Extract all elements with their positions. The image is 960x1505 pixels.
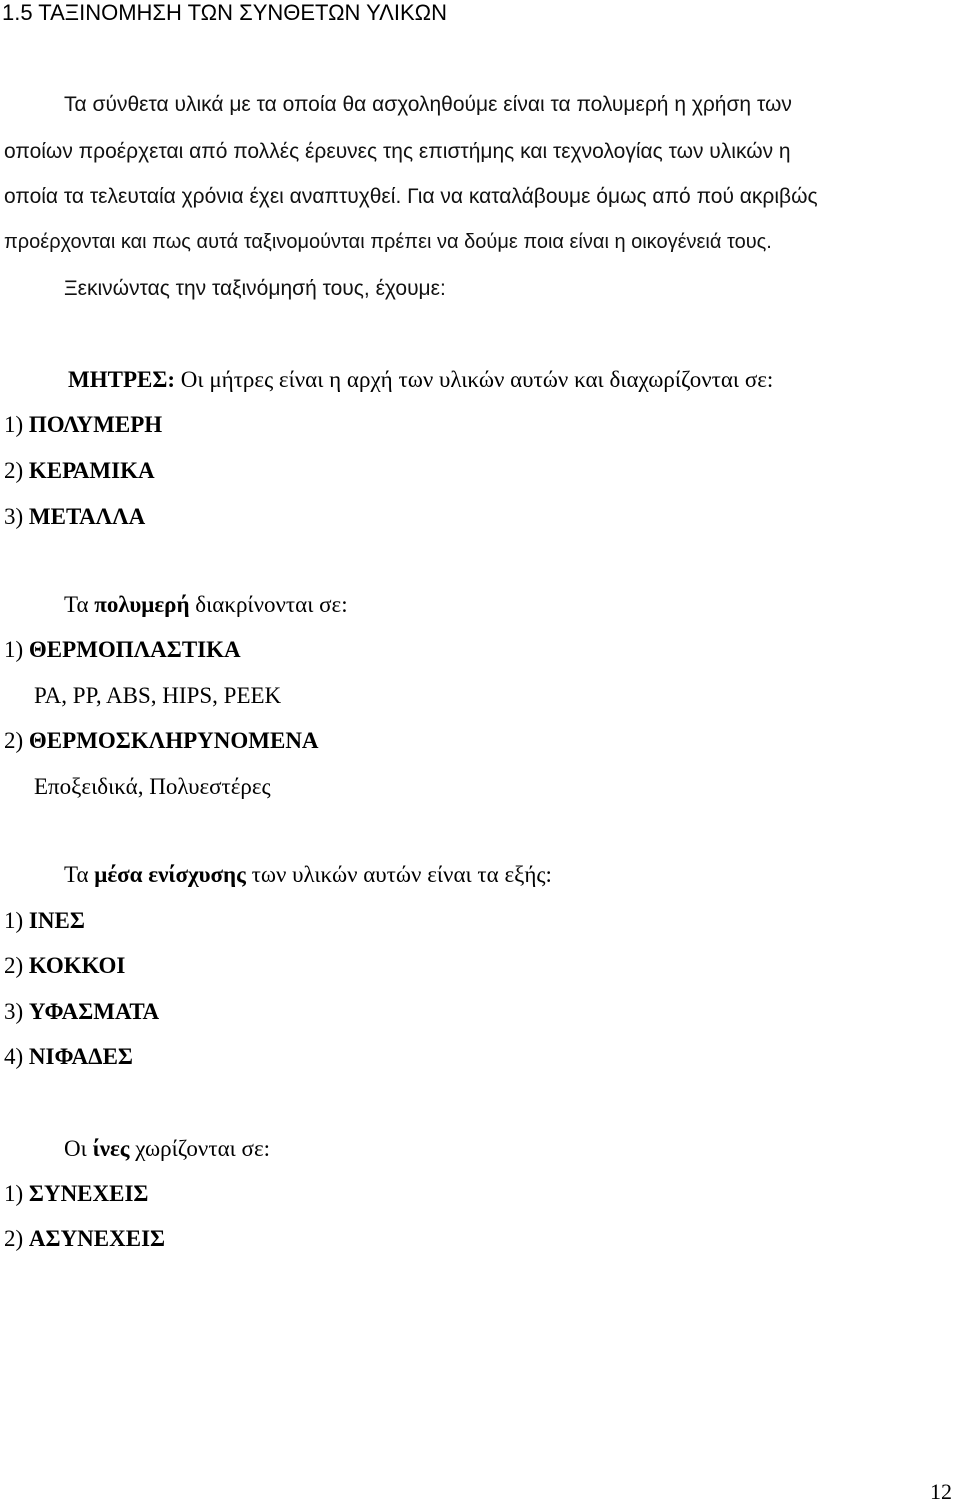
section-heading: 1.5 ΤΑΞΙΝΟΜΗΣΗ ΤΩΝ ΣΥΝΘΕΤΩΝ ΥΛΙΚΩΝ (2, 0, 447, 25)
intro-line-5: Ξεκινώντας την ταξινόμησή τους, έχουμε: (64, 277, 446, 300)
reinforcement-item-2: 2) ΚΟΚΚΟΙ (4, 953, 126, 978)
matrices-intro (68, 368, 773, 391)
intro-line-1: Τα σύνθετα υλικά με τα οποία θα ασχοληθούμε είναι τα πολυμερή η χρήση των (64, 93, 792, 116)
polymer-item-thermoplastic: 1) ΘΕΡΜΟΠΛΑΣΤΙΚΑ (4, 637, 241, 662)
thermoset-examples: Εποξειδικά, Πολυεστέρες (34, 774, 271, 799)
fibers-intro: Οι ίνες χωρίζονται σε: (64, 1136, 271, 1161)
matrices-text: Οι μήτρες είναι η αρχή των υλικών αυτών και διαχωρίζονται σε: (175, 367, 774, 392)
matrix-item-3: 3) ΜΕΤΑΛΛΑ (4, 504, 146, 529)
intro-line-4: προέρχονται και πως αυτά ταξινομούνται πρέπει να δούμε ποια είναι η οικογένειά τους. (4, 231, 772, 253)
fiber-item-2: 2) ΑΣΥΝΕΧΕΙΣ (4, 1226, 166, 1251)
matrices-label: ΜΗΤΡΕΣ: (68, 367, 176, 392)
reinforcement-item-3: 3) ΥΦΑΣΜΑΤΑ (4, 999, 160, 1024)
reinforcement-item-4: 4) ΝΙΦΑΔΕΣ (4, 1044, 133, 1069)
intro-line-2: οποίων προέρχεται από πολλές έρευνες της επιστήμης και τεχνολογίας των υλικών η (4, 140, 791, 163)
intro-line-3: οποία τα τελευταία χρόνια έχει αναπτυχθεί. Για να καταλάβουμε όμως από πού ακριβώς (4, 185, 818, 208)
polymer-item-thermoset: 2) ΘΕΡΜΟΣΚΛΗΡΥΝΟΜΕΝΑ (4, 728, 319, 753)
page-number: 12 (930, 1479, 952, 1504)
reinforcement-item-1: 1) ΙΝΕΣ (4, 908, 85, 933)
polymers-intro: Τα πολυμερή διακρίνονται σε: (64, 592, 348, 617)
matrix-item-1: 1) ΠΟΛΥΜΕΡΗ (4, 412, 163, 437)
matrix-item-2: 2) ΚΕΡΑΜΙΚΑ (4, 458, 155, 483)
reinforcement-intro: Τα μέσα ενίσχυσης των υλικών αυτών είναι τα εξής: (64, 862, 552, 887)
thermoplastic-examples: PA, PP, ABS, HIPS, PEEK (34, 683, 282, 708)
fiber-item-1: 1) ΣΥΝΕΧΕΙΣ (4, 1181, 149, 1206)
